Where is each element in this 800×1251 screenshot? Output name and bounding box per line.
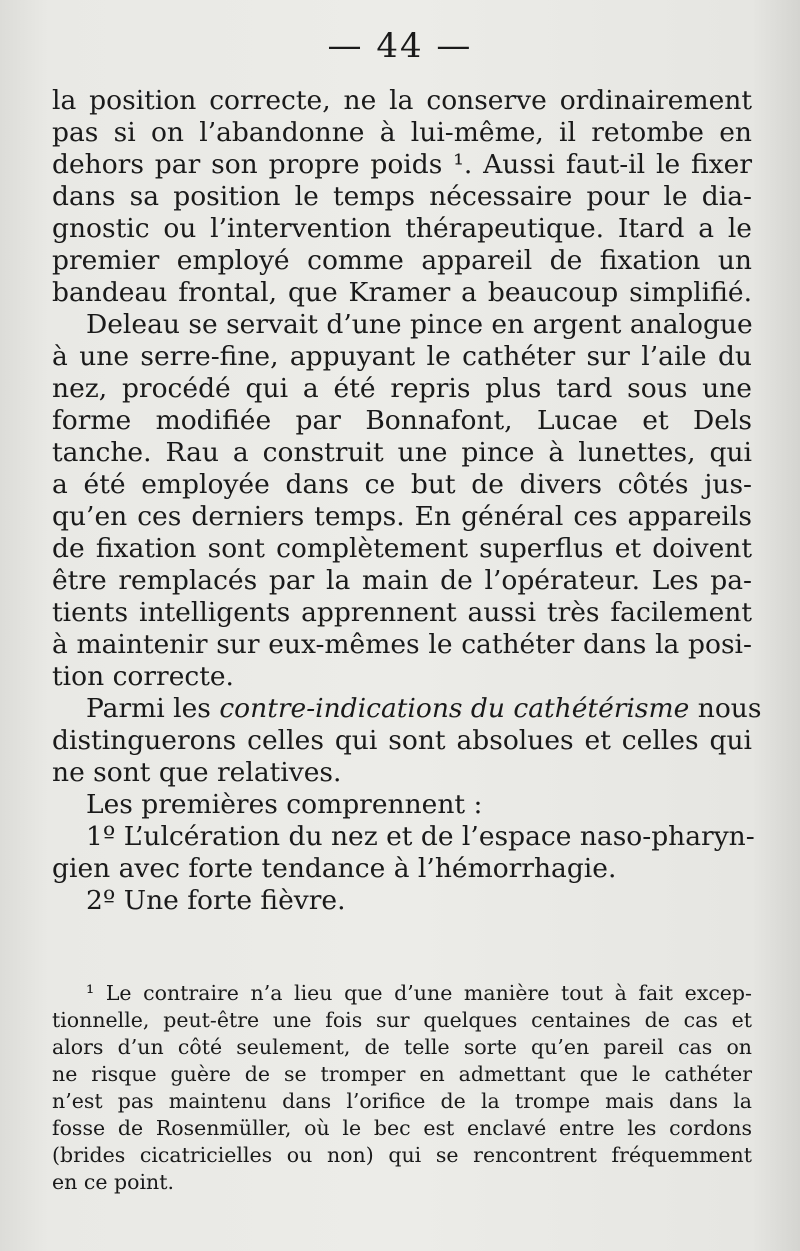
page-number: — 44 —	[327, 26, 473, 66]
list-item-2	[52, 885, 752, 917]
footnote-line: alors d’un côté seulement, de telle sorte qu’en pareil cas on	[52, 1035, 752, 1059]
footnote-line: fosse de Rosenmüller, où le bec est enclavé entre les cordons	[52, 1116, 752, 1140]
text-line: gien avec forte tendance à l’hémorrhagie.	[52, 853, 617, 884]
footnote	[52, 980, 752, 1196]
text-line: qu’en ces derniers temps. En général ces appareils	[52, 501, 752, 532]
text-line: 2º Une forte fièvre.	[86, 885, 346, 916]
footnote-line: ne risque guère de se tromper en admettant que le cathéter	[52, 1062, 752, 1086]
text-line: tion correcte.	[52, 661, 234, 692]
text-line: 1º L’ulcération du nez et de l’espace naso-pharyn-	[86, 821, 755, 852]
text-fragment: nous	[689, 693, 762, 724]
text-line: tients intelligents apprennent aussi très facilement	[52, 597, 752, 628]
text-line: tanche. Rau a construit une pince à lunettes, qui	[52, 437, 752, 468]
text-line: à maintenir sur eux-mêmes le cathéter dans la posi-	[52, 629, 752, 660]
text-line: nez, procédé qui a été repris plus tard sous une	[52, 373, 752, 404]
footnote-line: n’est pas maintenu dans l’orifice de la trompe mais dans la	[52, 1089, 752, 1113]
paragraph-2	[52, 309, 752, 693]
paragraph-4	[52, 789, 752, 821]
text-line: dehors par son propre poids ¹. Aussi faut-il le fixer	[52, 149, 752, 180]
text-line: gnostic ou l’intervention thérapeutique. Itard a le	[52, 213, 752, 244]
text-line: Les premières comprennent :	[86, 789, 483, 820]
list-item-1	[52, 821, 755, 885]
text-line: forme modifiée par Bonnafont, Lucae et Dels	[52, 405, 752, 436]
footnote-line: en ce point.	[52, 1170, 174, 1194]
text-fragment: Parmi les	[86, 693, 220, 724]
paragraph-3	[52, 693, 762, 789]
main-text	[52, 85, 762, 917]
footnote-line: tionnelle, peut-être une fois sur quelques centaines de cas et	[52, 1008, 752, 1032]
text-line: la position correcte, ne la conserve ordinairement	[52, 85, 752, 116]
text-line: Deleau se servait d’une pince en argent analogue	[86, 309, 753, 340]
text-line: pas si on l’abandonne à lui-même, il retombe en	[52, 117, 752, 148]
footnote-line: ¹ Le contraire n’a lieu que d’une manière tout à fait excep-	[86, 981, 752, 1005]
text-line: distinguerons celles qui sont absolues et celles qui	[52, 725, 752, 756]
text-line: premier employé comme appareil de fixation un	[52, 245, 752, 276]
text-line: a été employée dans ce but de divers côtés jus-	[52, 469, 752, 500]
text-line: à une serre-fine, appuyant le cathéter sur l’aile du	[52, 341, 752, 372]
italic-phrase: contre-indications du cathétérisme	[219, 693, 690, 724]
text-line: ne sont que relatives.	[52, 757, 342, 788]
footnote-line: (brides cicatricielles ou non) qui se rencontrent fréquemment	[52, 1143, 752, 1167]
text-line: dans sa position le temps nécessaire pour le dia-	[52, 181, 752, 212]
text-line: bandeau frontal, que Kramer a beaucoup simplifié.	[52, 277, 752, 308]
paragraph-1	[52, 85, 752, 309]
text-line: de fixation sont complètement superflus et doivent	[52, 533, 752, 564]
text-line	[52, 693, 762, 725]
text-line: être remplacés par la main de l’opérateur. Les pa-	[52, 565, 752, 596]
